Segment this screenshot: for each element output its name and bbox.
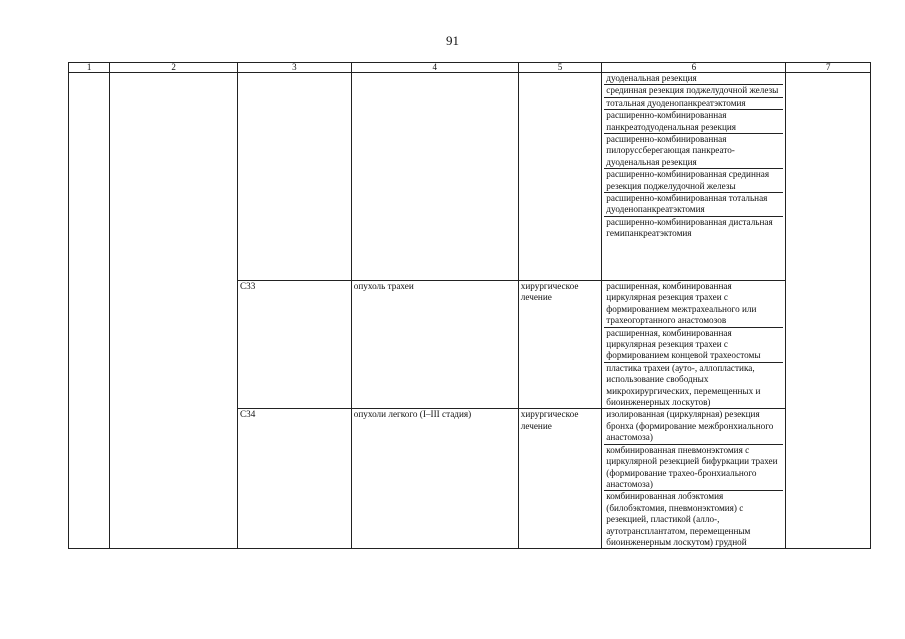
column-header: 4: [351, 63, 518, 73]
procedure-item: расширенно-комбинированная пилоруссберегающая панкреато-дуоденальная резекция: [604, 133, 783, 168]
icd-code: C33: [238, 281, 352, 409]
procedure-item: расширенно-комбинированная панкреатодуоденальная резекция: [604, 109, 783, 133]
condition: опухоль трахеи: [351, 281, 518, 409]
procedure-item: расширенная, комбинированная циркулярная резекция трахеи с формированием межтрахеального или трахеогортанного анастомозов: [606, 281, 757, 326]
procedure-item: расширенно-комбинированная тотальная дуоденопанкреатэктомия: [604, 192, 783, 216]
condition: опухоли легкого (I–III стадия): [351, 409, 518, 549]
procedure-item: пластика трахеи (ауто-, аллопластика, использование свободных микрохирургических, перемещенных и биоинженерных лоскутов): [604, 362, 783, 409]
procedure-item: комбинированная пневмонэктомия с циркулярной резекцией бифуркации трахеи (формирование трахео-бронхиального анастомоза): [604, 444, 783, 491]
column-header: 6: [602, 63, 786, 73]
cell-col1: [69, 73, 110, 549]
column-header: 1: [69, 63, 110, 73]
procedure-item: расширенно-комбинированная дистальная гемипанкреатэктомия: [604, 216, 783, 240]
procedure-item: дуоденальная резекция: [606, 73, 697, 83]
procedure-item: срединная резекция поджелудочной железы: [604, 84, 783, 96]
cell-col4: [351, 73, 518, 281]
cell-col3: [238, 73, 352, 281]
icd-code: C34: [238, 409, 352, 549]
cell-col2: [110, 73, 238, 549]
procedure-list: [602, 73, 786, 281]
column-header: 5: [518, 63, 602, 73]
column-header: 7: [786, 63, 871, 73]
table-row: [69, 73, 871, 281]
procedure-list: [602, 409, 786, 549]
procedure-item: комбинированная лобэктомия (билобэктомия, пневмонэктомия) с резекцией, пластикой (алло-, аутотрансплантатом, перемещенным биоинженерным лоскутом) грудной: [604, 490, 783, 548]
treatment-type: хирургическое лечение: [518, 409, 602, 549]
column-header: 2: [110, 63, 238, 73]
procedure-item: расширенная, комбинированная циркулярная резекция трахеи с формированием концевой трахеостомы: [604, 327, 783, 362]
procedure-item: изолированная (циркулярная) резекция бронха (формирование межбронхиального анастомоза): [606, 409, 774, 443]
cell-col5: [518, 73, 602, 281]
procedure-item: тотальная дуоденопанкреатэктомия: [604, 97, 783, 109]
procedure-list: [602, 281, 786, 409]
treatment-type: хирургическое лечение: [518, 281, 602, 409]
column-number-row: [69, 63, 871, 73]
procedure-item: расширенно-комбинированная срединная резекция поджелудочной железы: [604, 168, 783, 192]
cell-col7: [786, 73, 871, 549]
page-number: 91: [446, 33, 459, 48]
procedures-table: [68, 62, 871, 549]
column-header: 3: [238, 63, 352, 73]
